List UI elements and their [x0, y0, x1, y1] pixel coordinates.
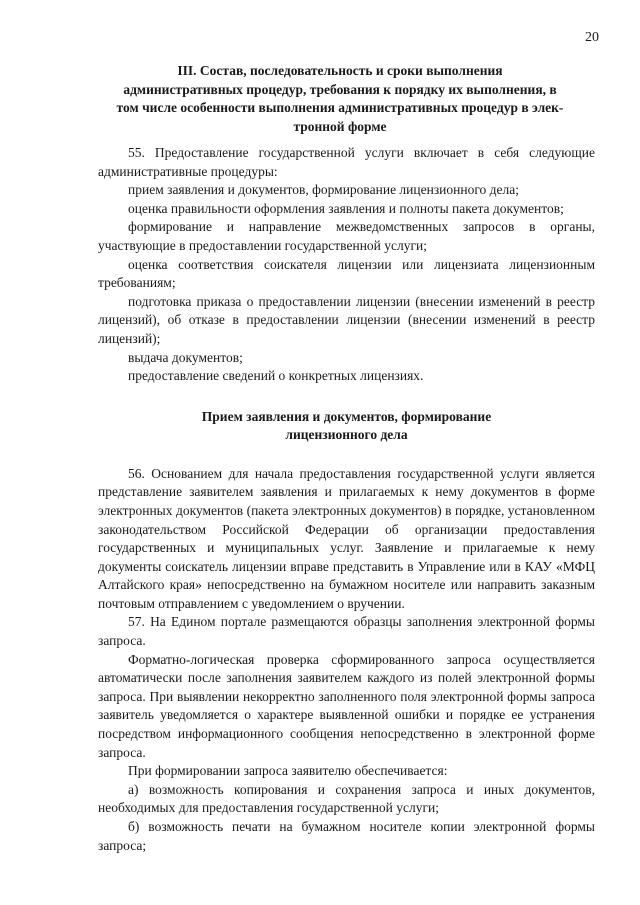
- provision-item-b: б) возможность печати на бумажном носителе копии электронной формы запроса;: [98, 819, 595, 853]
- paragraph-provisions-intro: При формировании запроса заявителю обеспечивается:: [128, 763, 448, 779]
- subheading: [98, 408, 595, 445]
- subheading-line: Прием заявления и документов, формирование: [201, 408, 492, 424]
- section-heading-line: административных процедур, требования к порядку их выполнения, в: [123, 81, 557, 97]
- section-heading: [100, 62, 580, 136]
- procedure-list-item: оценка правильности оформления заявления и полноты пакета документов;: [128, 200, 564, 216]
- procedure-list-item: выдача документов;: [128, 349, 243, 365]
- procedure-list-item: подготовка приказа о предоставлении лицензии (внесении изменений в реестр лицензий), об отказе в предоставлении лицензии (внесении изменений в реестр лицензий);: [98, 293, 595, 346]
- paragraph-55: 55. Предоставление государственной услуги включает в себя следующие административные процедуры:: [98, 145, 595, 179]
- section-heading-line: III. Состав, последовательность и сроки выполнения: [177, 63, 503, 78]
- procedure-list-item: прием заявления и документов, формирование лицензионного дела;: [128, 182, 520, 198]
- paragraph-57: 57. На Едином портале размещаются образцы заполнения электронной формы запроса.: [98, 614, 595, 649]
- provision-item-a: а) возможность копирования и сохранения запроса и иных документов, необходимых для предоставления государственной услуги;: [98, 781, 595, 816]
- subheading-line: лицензионного дела: [285, 427, 408, 443]
- section-heading-line: тронной форме: [293, 118, 387, 134]
- page-number: 20: [585, 30, 599, 45]
- paragraph-format-check: Форматно-логическая проверка сформированного запроса осуществляется автоматически после заполнения заявителем каждого из полей электронной формы запроса. При выявлении некорректно заполненного поля электронной формы запроса заявитель уведомляется о характере выявленной ошибки и порядке ее устранения посредством информационного сообщения непосредственно в электронной форме запроса.: [98, 651, 595, 760]
- section-heading-line: том числе особенности выполнения административных процедур в элек-: [116, 100, 564, 115]
- procedure-list-item: формирование и направление межведомственных запросов в органы, участвующие в предоставлении государственной услуги;: [98, 219, 595, 253]
- procedure-list-item: предоставление сведений о конкретных лицензиях.: [128, 368, 424, 384]
- procedure-list-item: оценка соответствия соискателя лицензии или лицензиата лицензионным требованиям;: [98, 256, 595, 291]
- document-body: [98, 144, 595, 855]
- paragraph-56: 56. Основанием для начала предоставления государственной услуги является представление заявителем заявления и прилагаемых к нему документов в форме электронных документов (пакета электронных документов) в порядке, установленном законодательством Российской Федерации об организации предоставления государственных и муниципальных услуг. Заявление и прилагаемые к нему документы соискатель лицензии вправе представить в Управление или в КАУ «МФЦ Алтайского края» непосредственно на бумажном носителе или направить заказным почтовым отправлением с уведомлением о вручении.: [98, 465, 595, 611]
